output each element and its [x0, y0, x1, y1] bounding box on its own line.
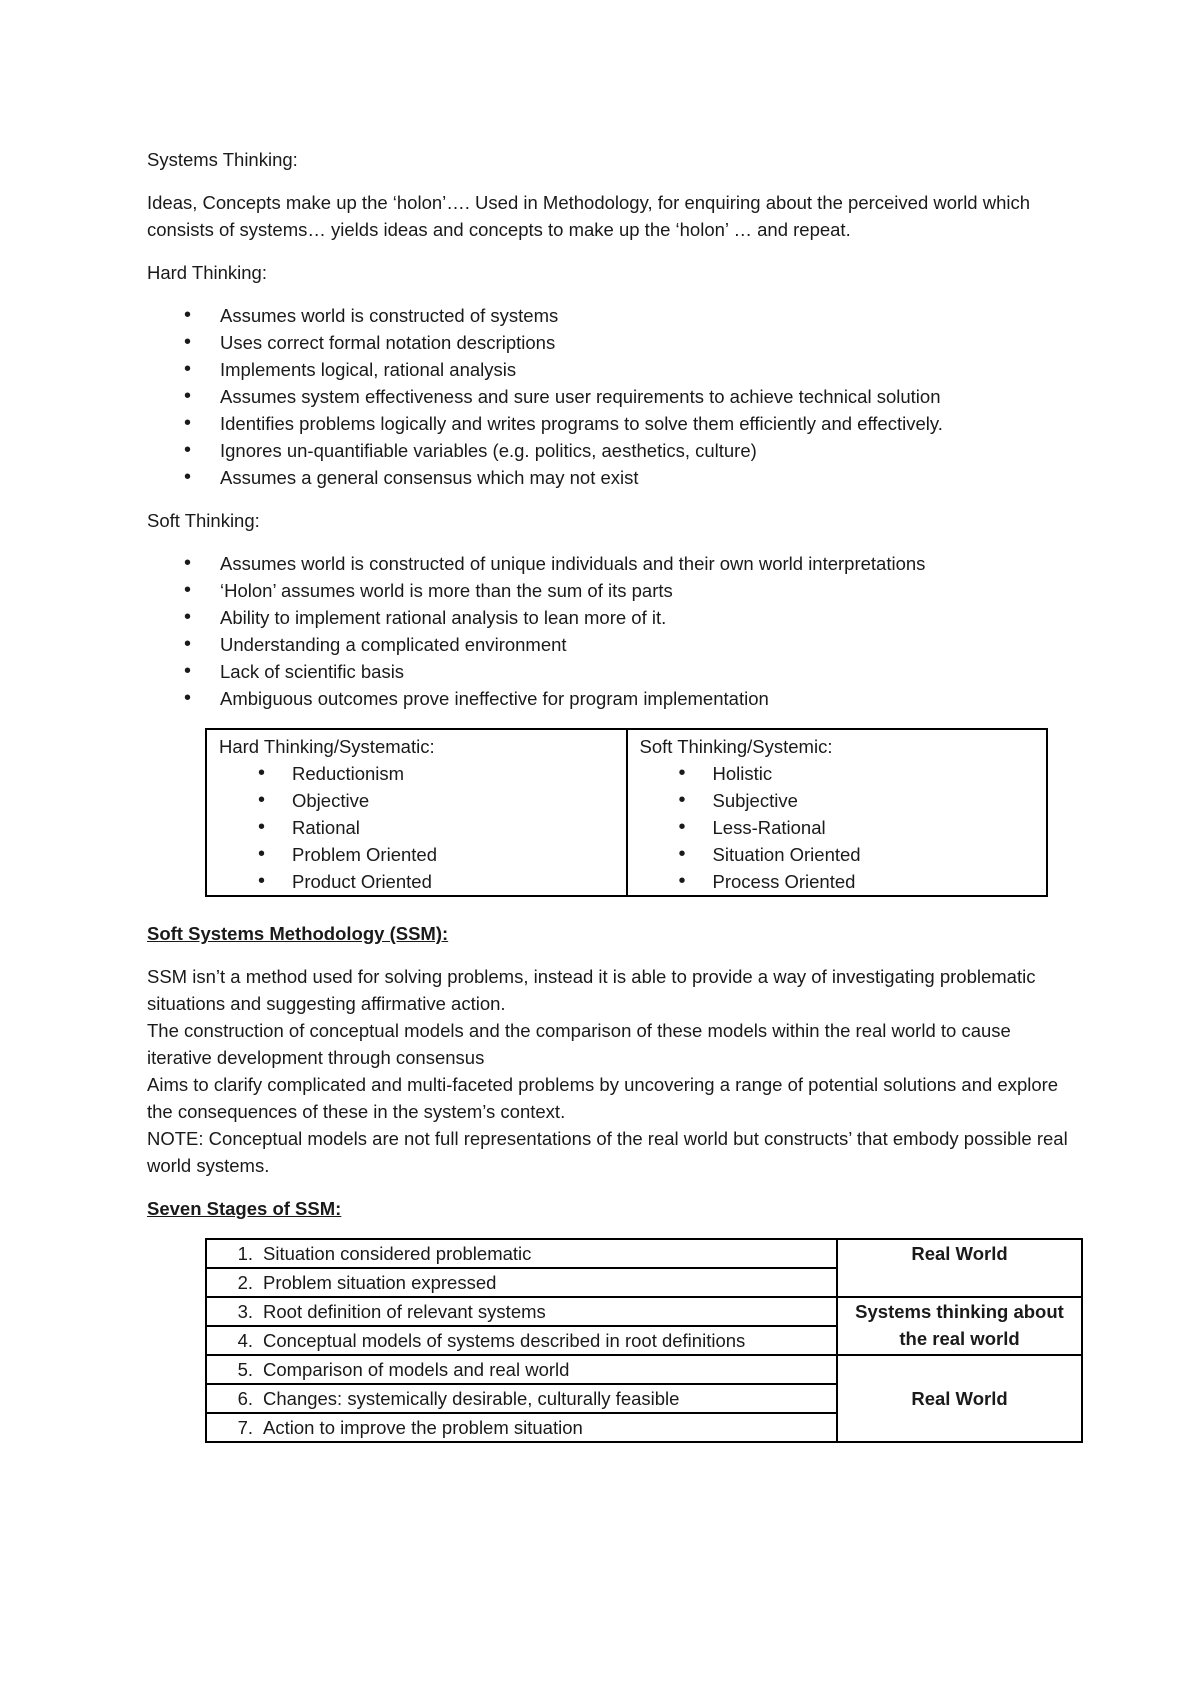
- stage-number: 7.: [237, 1417, 253, 1438]
- ssm-paragraph: Aims to clarify complicated and multi-faceted problems by uncovering a range of potential solutions and explore the consequences of these in the system’s context.: [147, 1074, 1059, 1122]
- list-item: • ‘Holon’ assumes world is more than the sum of its parts: [147, 577, 1077, 604]
- table-row: [206, 1297, 1082, 1326]
- stage-text: Root definition of relevant systems: [263, 1301, 546, 1322]
- stage-text: Changes: systemically desirable, culturally feasible: [263, 1388, 680, 1409]
- phase-systems-thinking: Systems thinking about the real world: [837, 1297, 1082, 1355]
- soft-systemic-title: Soft Thinking/Systemic:: [639, 736, 833, 757]
- list-item: • Rational: [219, 814, 618, 841]
- list-item: • Uses correct formal notation descriptions: [147, 329, 1077, 356]
- list-item: • Ambiguous outcomes prove ineffective for program implementation: [147, 685, 1077, 712]
- list-item: • Product Oriented: [219, 868, 618, 895]
- list-item: • Assumes world is constructed of unique individuals and their own world interpretations: [147, 550, 1077, 577]
- hard-systematic-list: [219, 760, 618, 895]
- list-item: • Less-Rational: [640, 814, 1039, 841]
- stage-number: 1.: [237, 1243, 253, 1264]
- document-content: [147, 146, 1077, 1443]
- stage-cell: [206, 1413, 837, 1442]
- list-item: • Situation Oriented: [640, 841, 1039, 868]
- table-row: [206, 1355, 1082, 1384]
- list-item: • Assumes system effectiveness and sure user requirements to achieve technical solution: [147, 383, 1077, 410]
- hard-systematic-title: Hard Thinking/Systematic:: [219, 736, 435, 757]
- hard-thinking-heading: Hard Thinking:: [147, 262, 267, 283]
- stage-cell: [206, 1268, 837, 1297]
- ssm-paragraph: The construction of conceptual models and the comparison of these models within the real world to cause iterative development through consensus: [147, 1020, 1011, 1068]
- hard-vs-soft-table: [205, 728, 1048, 897]
- table-row: [206, 1239, 1082, 1268]
- systems-thinking-heading: Systems Thinking:: [147, 149, 298, 170]
- phase-real-world-2: Real World: [837, 1355, 1082, 1442]
- list-item: • Assumes world is constructed of systems: [147, 302, 1077, 329]
- list-item: • Process Oriented: [640, 868, 1039, 895]
- stage-text: Action to improve the problem situation: [263, 1417, 583, 1438]
- list-item: • Ability to implement rational analysis to lean more of it.: [147, 604, 1077, 631]
- list-item: • Problem Oriented: [219, 841, 618, 868]
- list-item: • Implements logical, rational analysis: [147, 356, 1077, 383]
- stage-text: Problem situation expressed: [263, 1272, 497, 1293]
- list-item: • Understanding a complicated environment: [147, 631, 1077, 658]
- list-item: • Identifies problems logically and writes programs to solve them efficiently and effectively.: [147, 410, 1077, 437]
- soft-thinking-list: [147, 550, 1077, 712]
- stage-number: 6.: [237, 1388, 253, 1409]
- stage-number: 3.: [237, 1301, 253, 1322]
- stage-cell: [206, 1384, 837, 1413]
- soft-systemic-cell: [627, 729, 1048, 896]
- stage-cell: [206, 1326, 837, 1355]
- stage-cell: [206, 1297, 837, 1326]
- list-item: • Holistic: [640, 760, 1039, 787]
- ssm-heading: Soft Systems Methodology (SSM):: [147, 923, 449, 944]
- stage-text: Comparison of models and real world: [263, 1359, 570, 1380]
- stage-cell: [206, 1355, 837, 1384]
- soft-thinking-heading: Soft Thinking:: [147, 510, 260, 531]
- soft-systemic-list: [640, 760, 1039, 895]
- systems-thinking-paragraph: Ideas, Concepts make up the ‘holon’…. Used in Methodology, for enquiring about the perceived world which consists of systems… yields ideas and concepts to make up the ‘holon’ … and repeat.: [147, 192, 1031, 240]
- stage-cell: [206, 1239, 837, 1268]
- hard-thinking-list: [147, 302, 1077, 491]
- seven-stages-table: [205, 1238, 1083, 1443]
- list-item: • Lack of scientific basis: [147, 658, 1077, 685]
- phase-real-world-1: Real World: [837, 1239, 1082, 1297]
- ssm-note: NOTE: Conceptual models are not full representations of the real world but constructs’ that embody possible real world systems.: [147, 1128, 1068, 1176]
- stage-text: Conceptual models of systems described in root definitions: [263, 1330, 746, 1351]
- list-item: • Assumes a general consensus which may not exist: [147, 464, 1077, 491]
- list-item: • Subjective: [640, 787, 1039, 814]
- stage-number: 5.: [237, 1359, 253, 1380]
- ssm-paragraph: SSM isn’t a method used for solving problems, instead it is able to provide a way of investigating problematic situations and suggesting affirmative action.: [147, 966, 1036, 1014]
- list-item: • Objective: [219, 787, 618, 814]
- stage-number: 2.: [237, 1272, 253, 1293]
- ssm-body: [147, 963, 1077, 1179]
- stage-number: 4.: [237, 1330, 253, 1351]
- list-item: • Reductionism: [219, 760, 618, 787]
- stage-text: Situation considered problematic: [263, 1243, 532, 1264]
- seven-stages-heading: Seven Stages of SSM:: [147, 1198, 342, 1219]
- hard-systematic-cell: [206, 729, 627, 896]
- list-item: • Ignores un-quantifiable variables (e.g. politics, aesthetics, culture): [147, 437, 1077, 464]
